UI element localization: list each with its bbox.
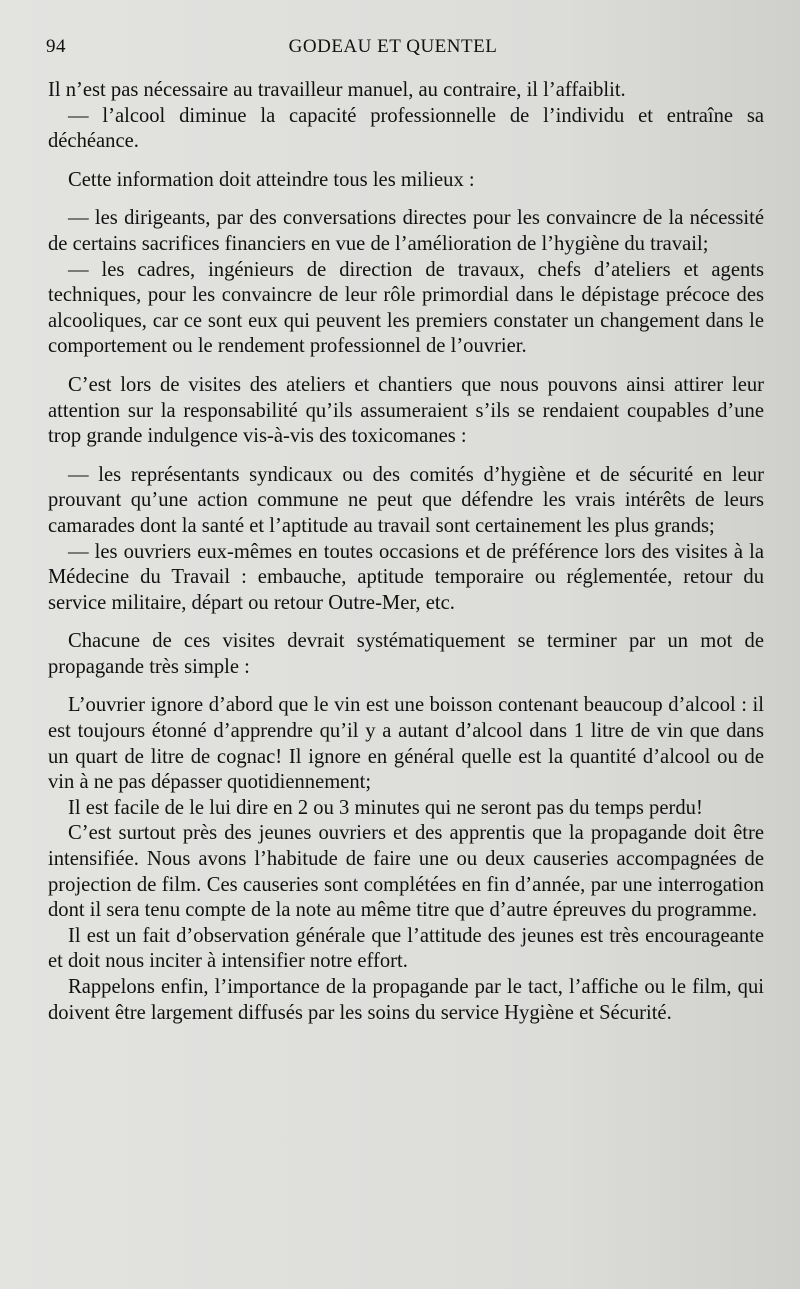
paragraph: Il est facile de le lui dire en 2 ou 3 minutes qui ne seront pas du temps perdu! — [68, 796, 703, 819]
paragraph: L’ouvrier ignore d’abord que le vin est une boisson contenant beaucoup d’alcool : il est toujours étonné d’apprendre qu’il y a autant d’alcool dans 1 litre de vin que dans un quart de litre de cognac! Il ignore en général quelle est la quantité d’alcool ou de vin à ne pas dépasser quotidiennement; — [48, 694, 764, 794]
paragraph: Il n’est pas nécessaire au travailleur manuel, au contraire, il l’affaiblit. — [48, 79, 626, 101]
paragraph: — les ouvriers eux-mêmes en toutes occasions et de préférence lors des visites à la Médecine du Travail : embauche, aptitude temporaire ou réglementée, retour du service militaire, départ ou retour Outre-Mer, etc. — [48, 540, 764, 614]
paragraph: Il est un fait d’observation générale que l’attitude des jeunes est très encourageante et doit nous inciter à intensifier notre effort. — [48, 924, 764, 973]
running-title: GODEAU ET QUENTEL — [288, 36, 498, 57]
paragraph: — les représentants syndicaux ou des comités d’hygiène et de sécurité en leur prouvant qu’une action commune ne peut que défendre les vrais intérêts de leurs camarades dont la santé et l’aptitude au travail sont certainement les plus grands; — [48, 463, 764, 537]
paragraph: Chacune de ces visites devrait systématiquement se terminer par un mot de propagande très simple : — [48, 630, 764, 678]
paragraph: — l’alcool diminue la capacité professionnelle de l’individu et entraîne sa déchéance. — [48, 104, 764, 153]
paragraph: C’est lors de visites des ateliers et chantiers que nous pouvons ainsi attirer leur attention sur la responsabilité qu’ils assumeraient s’ils se rendaient coupables d’une trop grande indulgence vis-à-vis des toxicomanes : — [48, 373, 764, 448]
body-text — [48, 78, 764, 1026]
paragraph: Rappelons enfin, l’importance de la propagande par le tact, l’affiche ou le film, qui doivent être largement diffusés par les soins du service Hygiène et Sécurité. — [48, 976, 764, 1024]
page-number: 94 — [46, 36, 66, 57]
running-head — [46, 36, 740, 62]
paragraph: C’est surtout près des jeunes ouvriers et des apprentis que la propagande doit être intensifiée. Nous avons l’habitude de faire une ou deux causeries accompagnées de projection de film. Ces causeries sont complétées en fin d’année, par une interrogation dont il sera tenu compte de la note au même titre que d’autre épreuves du programme. — [48, 822, 764, 922]
paragraph: — les cadres, ingénieurs de direction de travaux, chefs d’ateliers et agents techniques, pour les convaincre de leur rôle primordial dans le dépistage précoce des alcooliques, car ce sont eux qui peuvent les premiers constater un changement dans le comportement ou le rendement professionnel de l’ouvrier. — [48, 258, 764, 358]
paragraph: — les dirigeants, par des conversations directes pour les convaincre de la nécessité de certains sacrifices financiers en vue de l’amélioration de l’hygiène du travail; — [48, 207, 764, 255]
paragraph: Cette information doit atteindre tous les milieux : — [68, 168, 475, 191]
